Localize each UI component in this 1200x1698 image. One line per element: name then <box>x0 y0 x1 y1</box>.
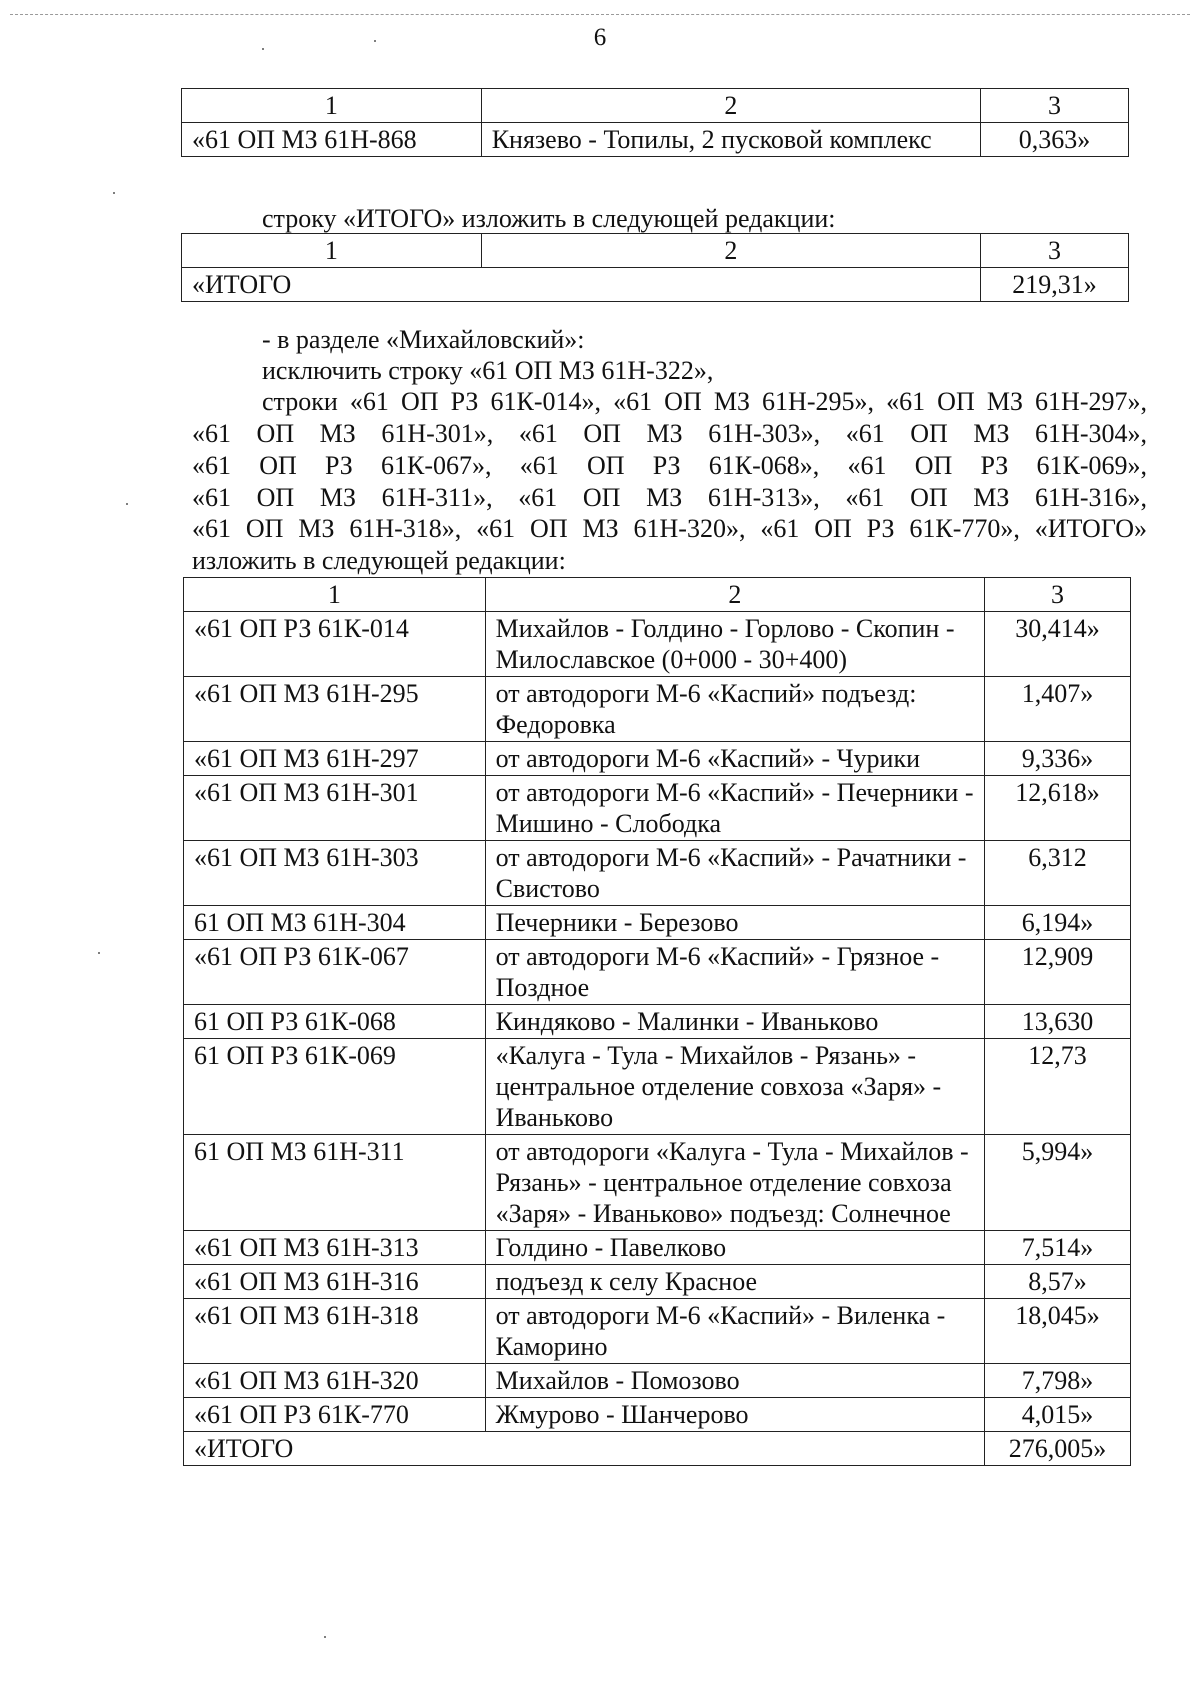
road-name-cell: от автодороги М-6 «Каспий» - Грязное - Поздное <box>485 940 984 1005</box>
scan-speck <box>113 192 115 194</box>
total-label-cell: «ИТОГО <box>184 1432 985 1466</box>
length-cell: 0,363» <box>981 123 1129 157</box>
table-2 <box>181 233 1129 302</box>
road-name-cell: Михайлов - Голдино - Горлово - Скопин - Милославское (0+000 - 30+400) <box>485 612 984 677</box>
road-name-cell: Жмурово - Шанчерово <box>485 1398 984 1432</box>
road-code-cell: «61 ОП РЗ 61К-067 <box>184 940 486 1005</box>
table-row <box>184 1039 1131 1135</box>
table-row <box>184 612 1131 677</box>
road-code-cell: «61 ОП МЗ 61Н-868 <box>182 123 482 157</box>
road-name-cell: Печерники - Березово <box>485 906 984 940</box>
table-row <box>184 1398 1131 1432</box>
road-name-cell: от автодороги М-6 «Каспий» - Печерники - Мишино - Слободка <box>485 776 984 841</box>
road-code-cell: 61 ОП РЗ 61К-068 <box>184 1005 486 1039</box>
scan-edge-line <box>10 14 1190 15</box>
road-code-cell: «61 ОП МЗ 61Н-297 <box>184 742 486 776</box>
length-cell: 4,015» <box>985 1398 1131 1432</box>
road-code-cell: «61 ОП МЗ 61Н-295 <box>184 677 486 742</box>
road-code-cell: «61 ОП МЗ 61Н-303 <box>184 841 486 906</box>
road-name-cell: «Калуга - Тула - Михайлов - Рязань» - центральное отделение совхоза «Заря» - Иваньково <box>485 1039 984 1135</box>
length-cell: 8,57» <box>985 1265 1131 1299</box>
rows-list-line: «61 ОП МЗ 61Н-301», «61 ОП МЗ 61Н-303», «61 ОП МЗ 61Н-304», <box>192 419 1147 448</box>
total-label-cell: «ИТОГО <box>182 268 981 302</box>
road-name-cell: от автодороги «Калуга - Тула - Михайлов - Рязань» - центральное отделение совхоза «Заря» - Иваньково» подъезд: Солнечное <box>485 1135 984 1231</box>
scan-speck <box>126 503 128 505</box>
length-cell: 7,798» <box>985 1364 1131 1398</box>
length-cell: 7,514» <box>985 1231 1131 1265</box>
total-value-cell: 219,31» <box>981 268 1129 302</box>
table-row <box>184 1299 1131 1364</box>
table-row <box>184 906 1131 940</box>
road-name-cell: от автодороги М-6 «Каспий» - Рачатники - Свистово <box>485 841 984 906</box>
header-cell: 3 <box>985 578 1131 612</box>
table-row <box>184 1005 1131 1039</box>
table-row <box>184 677 1131 742</box>
table-row <box>184 940 1131 1005</box>
length-cell: 6,312 <box>985 841 1131 906</box>
instruction-text: строку «ИТОГО» изложить в следующей редакции: <box>262 204 836 233</box>
header-cell: 2 <box>481 234 980 268</box>
road-code-cell: 61 ОП МЗ 61Н-304 <box>184 906 486 940</box>
length-cell: 12,909 <box>985 940 1131 1005</box>
road-name-cell: от автодороги М-6 «Каспий» подъезд: Федоровка <box>485 677 984 742</box>
header-cell: 1 <box>182 234 482 268</box>
section-heading: - в разделе «Михайловский»: <box>262 325 585 354</box>
road-code-cell: «61 ОП МЗ 61Н-320 <box>184 1364 486 1398</box>
scan-speck <box>324 1636 326 1638</box>
road-name-cell: Михайлов - Помозово <box>485 1364 984 1398</box>
scan-speck <box>98 952 100 954</box>
length-cell: 30,414» <box>985 612 1131 677</box>
exclude-instruction: исключить строку «61 ОП МЗ 61Н-322», <box>262 356 714 385</box>
road-name-cell: подъезд к селу Красное <box>485 1265 984 1299</box>
length-cell: 12,73 <box>985 1039 1131 1135</box>
length-cell: 6,194» <box>985 906 1131 940</box>
page-number: 6 <box>593 24 607 51</box>
road-name-cell: от автодороги М-6 «Каспий» - Виленка - Каморино <box>485 1299 984 1364</box>
table-row <box>184 841 1131 906</box>
table-row <box>184 1135 1131 1231</box>
road-code-cell: 61 ОП РЗ 61К-069 <box>184 1039 486 1135</box>
table-row <box>184 742 1131 776</box>
table-1 <box>181 88 1129 157</box>
road-code-cell: «61 ОП РЗ 61К-770 <box>184 1398 486 1432</box>
road-name-cell: от автодороги М-6 «Каспий» - Чурики <box>485 742 984 776</box>
rows-list-line: изложить в следующей редакции: <box>192 546 566 575</box>
length-cell: 12,618» <box>985 776 1131 841</box>
length-cell: 18,045» <box>985 1299 1131 1364</box>
rows-list-line: «61 ОП РЗ 61К-067», «61 ОП РЗ 61К-068», «61 ОП РЗ 61К-069», <box>192 451 1147 480</box>
length-cell: 1,407» <box>985 677 1131 742</box>
total-value-cell: 276,005» <box>985 1432 1131 1466</box>
total-row <box>184 1432 1131 1466</box>
road-code-cell: «61 ОП МЗ 61Н-316 <box>184 1265 486 1299</box>
table-header-row <box>184 578 1131 612</box>
road-code-cell: «61 ОП МЗ 61Н-301 <box>184 776 486 841</box>
road-code-cell: «61 ОП МЗ 61Н-313 <box>184 1231 486 1265</box>
table-row <box>184 1364 1131 1398</box>
table-row <box>184 1231 1131 1265</box>
total-row <box>182 268 1129 302</box>
table-row <box>184 776 1131 841</box>
length-cell: 13,630 <box>985 1005 1131 1039</box>
rows-list-line: «61 ОП МЗ 61Н-318», «61 ОП МЗ 61Н-320», «61 ОП РЗ 61К-770», «ИТОГО» <box>192 514 1147 543</box>
table-header-row <box>182 89 1129 123</box>
road-code-cell: «61 ОП МЗ 61Н-318 <box>184 1299 486 1364</box>
road-code-cell: «61 ОП РЗ 61К-014 <box>184 612 486 677</box>
header-cell: 2 <box>485 578 984 612</box>
rows-list-line: строки «61 ОП РЗ 61К-014», «61 ОП МЗ 61Н-295», «61 ОП МЗ 61Н-297», <box>262 387 1147 416</box>
length-cell: 5,994» <box>985 1135 1131 1231</box>
header-cell: 2 <box>481 89 980 123</box>
road-code-cell: 61 ОП МЗ 61Н-311 <box>184 1135 486 1231</box>
table-row <box>182 123 1129 157</box>
road-name-cell: Князево - Топилы, 2 пусковой комплекс <box>481 123 980 157</box>
road-name-cell: Киндяково - Малинки - Иваньково <box>485 1005 984 1039</box>
header-cell: 3 <box>981 89 1129 123</box>
road-name-cell: Голдино - Павелково <box>485 1231 984 1265</box>
length-cell: 9,336» <box>985 742 1131 776</box>
table-3 <box>183 577 1131 1466</box>
table-header-row <box>182 234 1129 268</box>
rows-list-line: «61 ОП МЗ 61Н-311», «61 ОП МЗ 61Н-313», «61 ОП МЗ 61Н-316», <box>192 483 1147 512</box>
table-row <box>184 1265 1131 1299</box>
header-cell: 1 <box>184 578 486 612</box>
header-cell: 3 <box>981 234 1129 268</box>
header-cell: 1 <box>182 89 482 123</box>
